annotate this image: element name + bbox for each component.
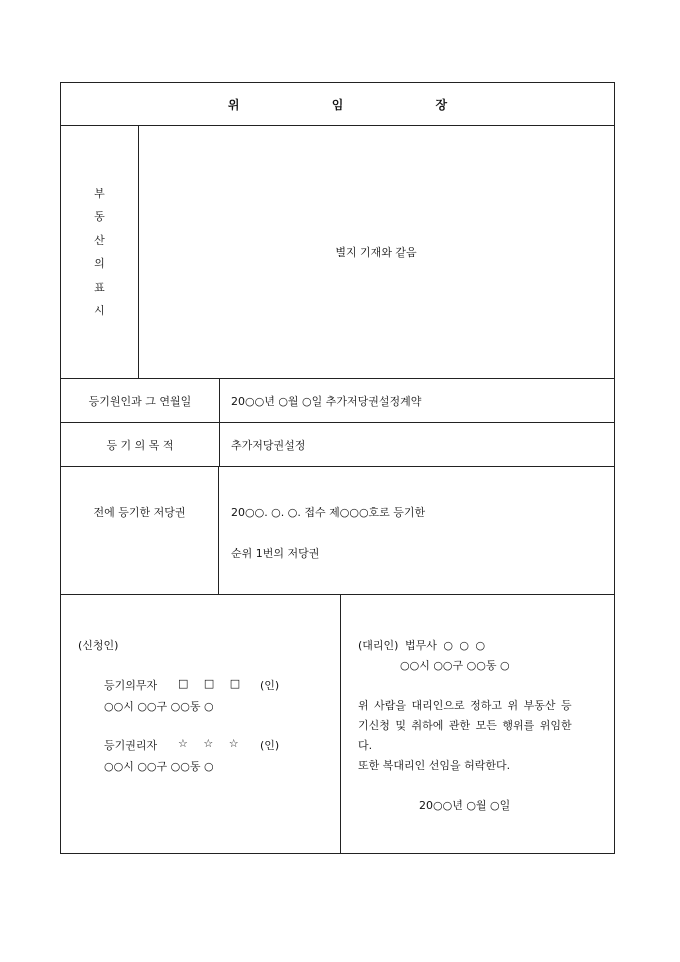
cause-row — [61, 379, 614, 423]
delegation-line3: 다. — [358, 739, 373, 752]
obligor-address: ○○시 ○○구 ○○동 ○ — [104, 700, 214, 713]
property-label-char: 산 — [94, 233, 105, 247]
property-value-text: 별지 기재와 같음 — [335, 246, 417, 259]
obligor-seal: (인) — [260, 679, 280, 692]
purpose-row — [61, 423, 614, 467]
obligor-label: 등기의무자 — [104, 679, 158, 692]
agent-address: ○○시 ○○구 ○○동 ○ — [400, 659, 510, 672]
purpose-label-text: 등 기 의 목 적 — [106, 438, 174, 452]
property-label-char: 표 — [94, 280, 105, 294]
agent-header: (대리인) 법무사 ○ ○ ○ — [358, 639, 486, 652]
cause-label — [61, 379, 220, 422]
cause-label-text: 등기원인과 그 연월일 — [88, 394, 192, 408]
property-label-char: 시 — [94, 304, 105, 317]
power-of-attorney-form — [60, 82, 615, 854]
prior-mortgage-value — [219, 467, 614, 594]
purpose-value-text: 추가저당권설정 — [231, 438, 306, 452]
delegation-line2: 기신청 및 취하에 관한 모든 행위를 위임한 — [358, 719, 572, 732]
property-label — [61, 126, 139, 378]
holder-name: ☆ ☆ ☆ — [178, 737, 239, 750]
delegation-line1: 위 사람을 대리인으로 정하고 위 부동산 등 — [358, 699, 572, 712]
sub-agent-consent: 또한 복대리인 선임을 허락한다. — [358, 759, 511, 772]
document-title: 위 임 장 — [227, 97, 492, 112]
agent-section — [340, 595, 614, 853]
property-row — [61, 126, 614, 379]
prior-mortgage-label-text: 전에 등기한 저당권 — [93, 506, 186, 519]
holder-label: 등기권리자 — [104, 739, 158, 752]
purpose-label — [61, 423, 220, 466]
signing-date: 20○○년 ○월 ○일 — [419, 799, 511, 812]
property-label-char: 부 — [94, 186, 105, 200]
signature-section — [61, 595, 614, 853]
prior-mortgage-label — [61, 467, 219, 594]
cause-value-text: 20○○년 ○월 ○일 추가저당권설정계약 — [231, 394, 422, 408]
prior-mortgage-line1: 20○○. ○. ○. 접수 제○○○호로 등기한 — [231, 506, 426, 519]
prior-mortgage-line2: 순위 1번의 저당권 — [231, 547, 320, 560]
holder-seal: (인) — [260, 739, 280, 752]
prior-mortgage-row — [61, 467, 614, 595]
applicant-header: (신청인) — [78, 639, 119, 652]
property-label-char: 의 — [94, 257, 105, 270]
title-row — [61, 83, 614, 126]
obligor-name: □ □ □ — [178, 677, 241, 690]
holder-address: ○○시 ○○구 ○○동 ○ — [104, 760, 214, 773]
property-label-char: 동 — [94, 210, 105, 223]
cause-value — [219, 379, 614, 422]
purpose-value — [219, 423, 614, 466]
applicant-section — [61, 595, 341, 853]
property-value — [138, 126, 614, 378]
